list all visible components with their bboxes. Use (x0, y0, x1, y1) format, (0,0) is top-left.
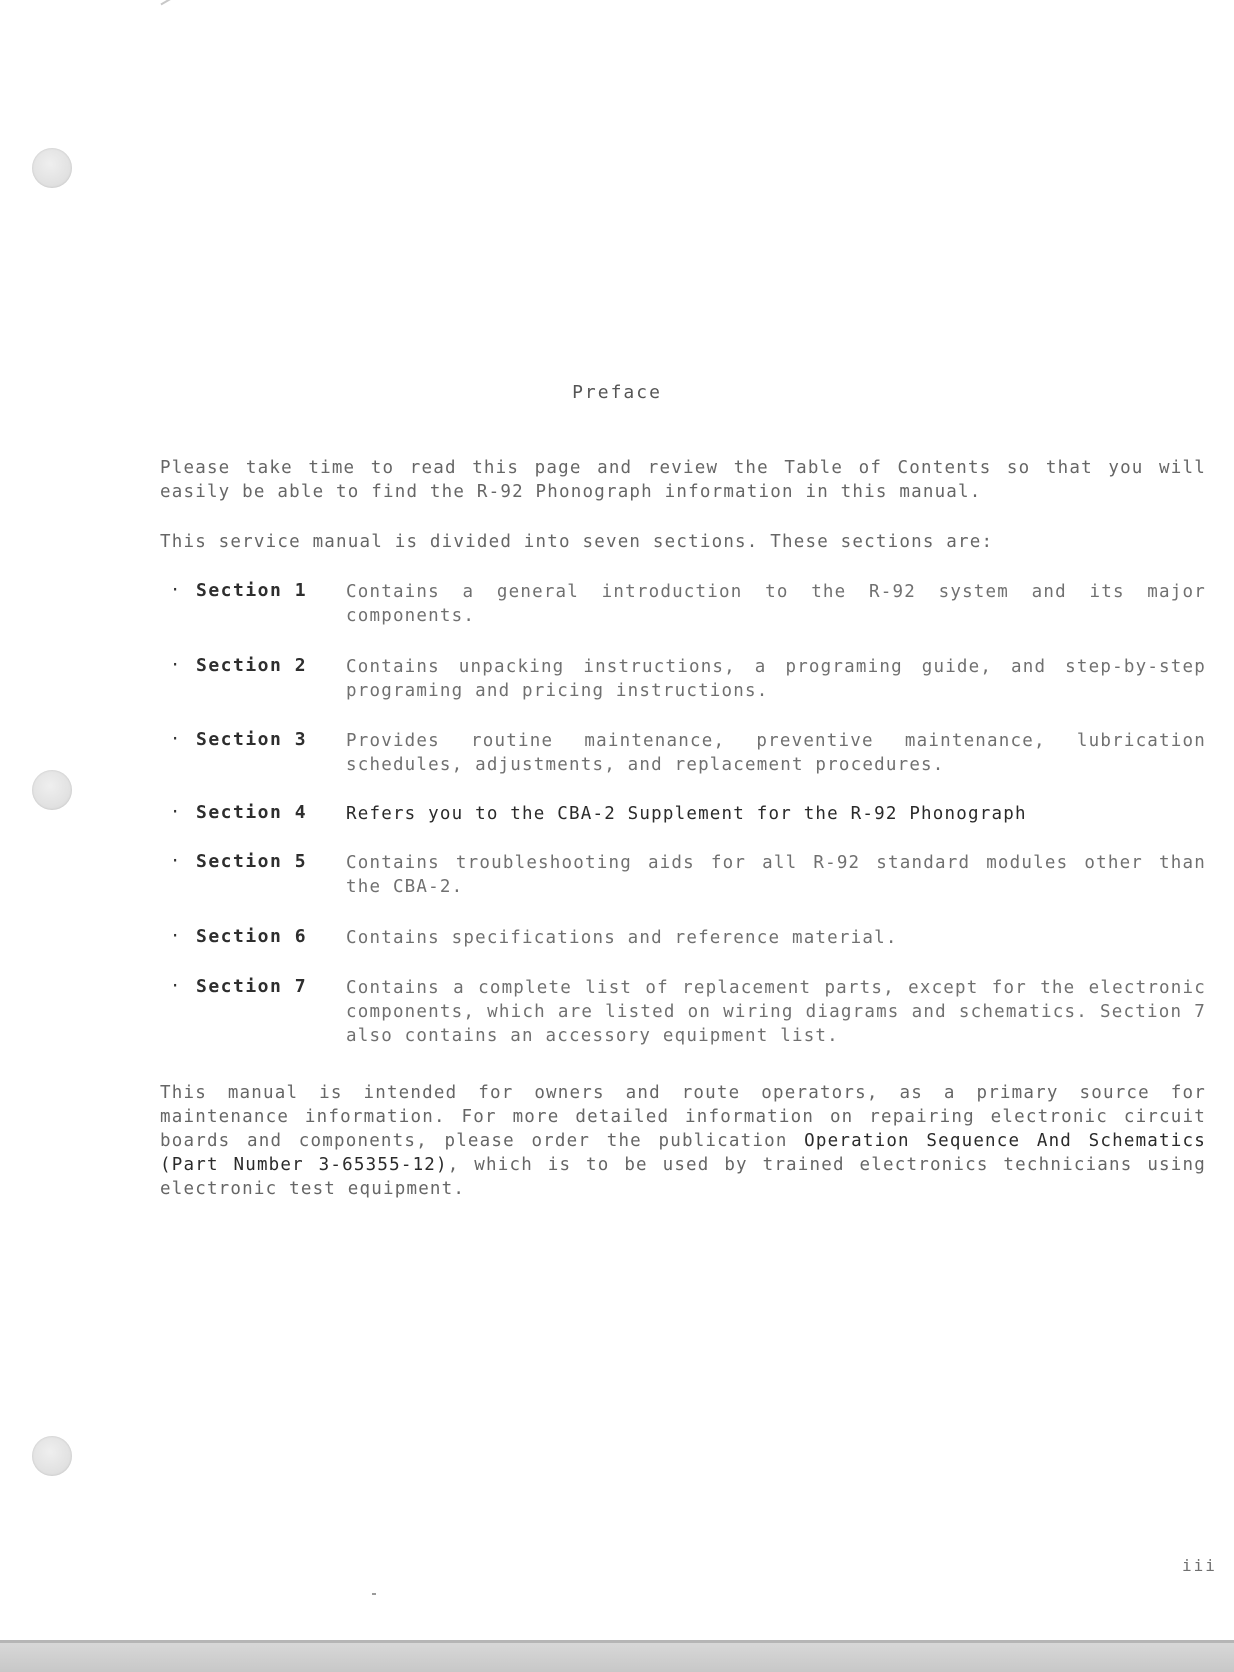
section-label: Section 2 (196, 655, 308, 676)
bullet-dot: · (170, 729, 181, 749)
section-description: Contains unpacking instructions, a programing guide, and step-by-step programing and pricing instructions. (346, 657, 1206, 701)
scan-speck (372, 1593, 376, 1595)
section-label: Section 4 (196, 802, 308, 823)
closing-paragraph (160, 1081, 1206, 1201)
section-label: Section 7 (196, 976, 308, 997)
bullet-dot: · (170, 802, 181, 822)
punch-hole-top (32, 148, 72, 188)
section-description: Contains a complete list of replacement parts, except for the electronic components, which are listed on wiring diagrams and schematics. Section 7 also contains an accessory equipment list. (346, 978, 1206, 1046)
section-description: Contains troubleshooting aids for all R-92 standard modules other than the CBA-2. (346, 853, 1206, 897)
bullet-dot: · (170, 851, 181, 871)
section-description: Refers you to the CBA-2 Supplement for the R-92 Phonograph (346, 804, 1027, 824)
closing-text-start: This manual is intended for owners and route operators, as a primary source for maintenance information. For more detailed information on repairing electronic circuit boards and components, please order the publication (160, 1083, 1206, 1151)
section-label: Section 1 (196, 580, 308, 601)
intro-paragraph: Please take time to read this page and review the Table of Contents so that you will easily be able to find the R-92 Phonograph information in this manual. (160, 458, 1206, 502)
bullet-dot: · (170, 926, 181, 946)
sections-lead-paragraph: This service manual is divided into seven sections. These sections are: (160, 532, 994, 552)
page-number: iii (1182, 1556, 1217, 1575)
scan-corner-mark (160, 0, 173, 5)
section-description: Contains a general introduction to the R-92 system and its major components. (346, 582, 1206, 626)
bullet-dot: · (170, 580, 181, 600)
section-label: Section 3 (196, 729, 308, 750)
section-label: Section 5 (196, 851, 308, 872)
section-description: Provides routine maintenance, preventive maintenance, lubrication schedules, adjustments, and replacement procedures. (346, 731, 1206, 775)
bullet-dot: · (170, 655, 181, 675)
scan-bottom-edge (0, 1640, 1234, 1672)
punch-hole-middle (32, 770, 72, 810)
page-title: Preface (572, 382, 662, 403)
section-label: Section 6 (196, 926, 308, 947)
bullet-dot: · (170, 976, 181, 996)
punch-hole-bottom (32, 1436, 72, 1476)
section-description: Contains specifications and reference material. (346, 928, 898, 948)
closing-text-end: , which is to be used by trained electronics technicians using electronic test equipment. (160, 1155, 1206, 1199)
publication-title: Operation Sequence And Schematics (Part Number 3-65355-12) (160, 1131, 1206, 1175)
